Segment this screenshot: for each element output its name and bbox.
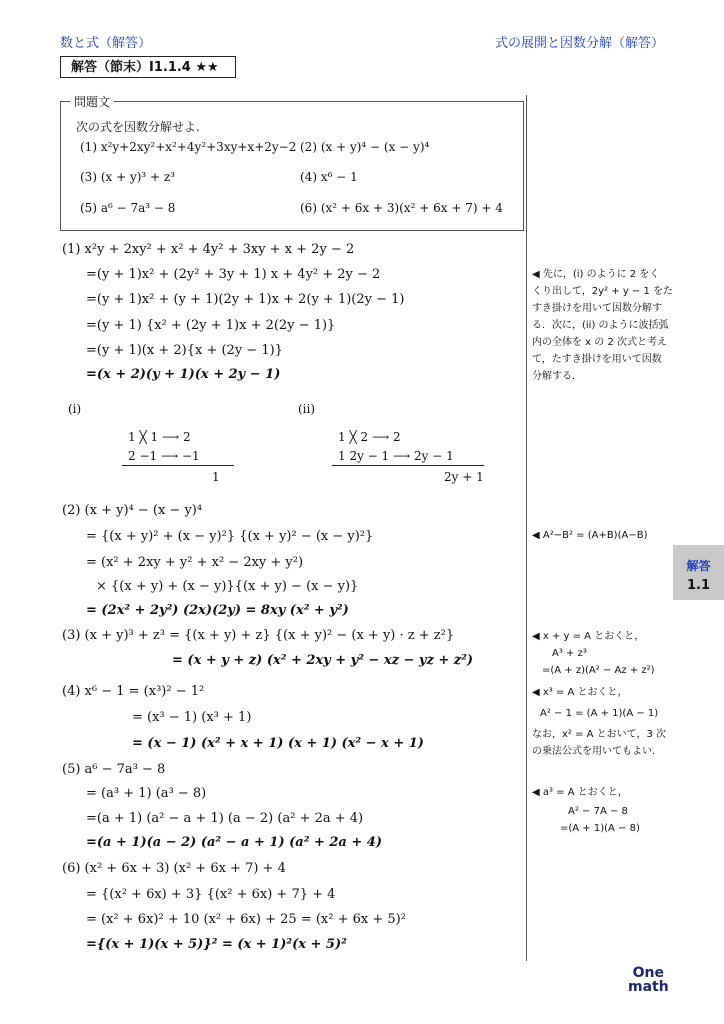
sol6-line: = {(x² + 6x) + 3} {(x² + 6x) + 7} + 4 bbox=[86, 887, 336, 902]
sol6-line: (6) (x² + 6x + 3) (x² + 6x + 7) + 4 bbox=[62, 861, 286, 876]
onemath-logo: One math bbox=[628, 965, 669, 995]
note-4: ◀ x³ = A とおくと， A² − 1 = (A + 1)(A − 1) なお，x² = A とおいて，3 次 の乗法公式を用いてもよい． bbox=[532, 687, 667, 757]
diagram-i-label: (i) bbox=[68, 402, 82, 416]
problem-item: (2) (x + y)⁴ − (x − y)⁴ bbox=[300, 140, 430, 154]
sol2-line: = {(x + y)² + (x − y)²} {(x + y)² − (x − y)²} bbox=[86, 529, 374, 544]
sol4-answer: = (x − 1) (x² + x + 1) (x + 1) (x² − x + 1) bbox=[132, 736, 424, 751]
sol3-answer: = (x + y + z) (x² + 2xy + y² − xz − yz + z²) bbox=[172, 653, 474, 668]
diagram-ii-rule bbox=[332, 465, 484, 466]
sol6-line: = (x² + 6x)² + 10 (x² + 6x) + 25 = (x² + 6x + 5)² bbox=[86, 912, 406, 927]
sol6-answer: ={(x + 1)(x + 5)}² = (x + 1)²(x + 5)² bbox=[86, 937, 347, 952]
problem-item: (5) a⁶ − 7a³ − 8 bbox=[80, 201, 176, 215]
sol1-line: =(y + 1)x² + (y + 1)(2y + 1)x + 2(y + 1)(2y − 1) bbox=[86, 292, 405, 307]
sol3-line: (3) (x + y)³ + z³ = {(x + y) + z} {(x + y)² − (x + y) · z + z²} bbox=[62, 628, 455, 643]
chapter-tab: 解答 1.1 bbox=[673, 545, 724, 600]
sol1-answer: =(x + 2)(y + 1)(x + 2y − 1) bbox=[86, 367, 281, 382]
sol2-line: = (x² + 2xy + y² + x² − 2xy + y²) bbox=[86, 555, 304, 570]
diagram-i-row: 2 −1 ⟶ −1 bbox=[128, 449, 200, 463]
problem-item: (4) x⁶ − 1 bbox=[300, 170, 358, 184]
note-2: ◀ A²−B² = (A+B)(A−B) bbox=[532, 530, 648, 541]
problem-item: (6) (x² + 6x + 3)(x² + 6x + 7) + 4 bbox=[300, 201, 503, 215]
sol5-line: (5) a⁶ − 7a³ − 8 bbox=[62, 762, 166, 777]
note-3: ◀ x + y = A とおくと， A³ + z³ =(A + z)(A² − Az + z²) bbox=[532, 631, 655, 676]
header-right: 式の展開と因数分解（解答） bbox=[494, 36, 664, 51]
sol2-line: × {(x + y) + (x − y)}{(x + y) − (x − y)} bbox=[96, 579, 359, 594]
problem-item: (1) x²y+2xy²+x²+4y²+3xy+x+2y−2 bbox=[80, 140, 297, 154]
diagram-i-row: 1 ╳ 1 ⟶ 2 bbox=[128, 430, 191, 444]
sol5-line: = (a³ + 1) (a³ − 8) bbox=[86, 786, 207, 801]
section-title: 解答（節末）I1.1.4 ★★ bbox=[60, 56, 236, 78]
diagram-i-result: 1 bbox=[212, 470, 220, 484]
problem-item: (3) (x + y)³ + z³ bbox=[80, 170, 176, 184]
problem-legend: 問題文 bbox=[70, 93, 114, 110]
sol5-answer: =(a + 1)(a − 2) (a² − a + 1) (a² + 2a + 4) bbox=[86, 835, 382, 850]
sol1-line: =(y + 1)x² + (2y² + 3y + 1) x + 4y² + 2y − 2 bbox=[86, 267, 381, 282]
diagram-i-rule bbox=[122, 465, 234, 466]
diagram-ii-row: 1 ╳ 2 ⟶ 2 bbox=[338, 430, 401, 444]
header-left: 数と式（解答） bbox=[60, 36, 152, 51]
diagram-ii-label: (ii) bbox=[298, 402, 316, 416]
diagram-ii-row: 1 2y − 1 ⟶ 2y − 1 bbox=[338, 449, 454, 463]
sol4-line: (4) x⁶ − 1 = (x³)² − 1² bbox=[62, 684, 205, 699]
note-1: ◀ 先に，(i) のように 2 をく くり出して，2y² + y − 1 をた すき掛けを用いて因数分解す る．次に，(ii) のように波括弧 内の全体を x の 2 次式と考え て，たすき掛けを用いて因数 分解する． bbox=[532, 269, 674, 382]
sol5-line: =(a + 1) (a² − a + 1) (a − 2) (a² + 2a + 4) bbox=[86, 811, 364, 826]
sol1-line: =(y + 1) {x² + (2y + 1)x + 2(2y − 1)} bbox=[86, 318, 336, 333]
note-5: ◀ a³ = A とおくと， A² − 7A − 8 =(A + 1)(A − 8) bbox=[532, 787, 640, 834]
diagram-ii-result: 2y + 1 bbox=[444, 470, 484, 484]
sol4-line: = (x³ − 1) (x³ + 1) bbox=[132, 710, 252, 725]
sol1-line: =(y + 1)(x + 2){x + (2y − 1)} bbox=[86, 343, 283, 358]
problem-intro: 次の式を因数分解せよ. bbox=[76, 120, 200, 134]
sol1-line: (1) x²y + 2xy² + x² + 4y² + 3xy + x + 2y − 2 bbox=[62, 242, 355, 257]
margin-divider bbox=[526, 95, 527, 961]
sol2-answer: = (2x² + 2y²) (2x)(2y) = 8xy (x² + y²) bbox=[86, 603, 349, 618]
sol2-line: (2) (x + y)⁴ − (x − y)⁴ bbox=[62, 503, 203, 518]
